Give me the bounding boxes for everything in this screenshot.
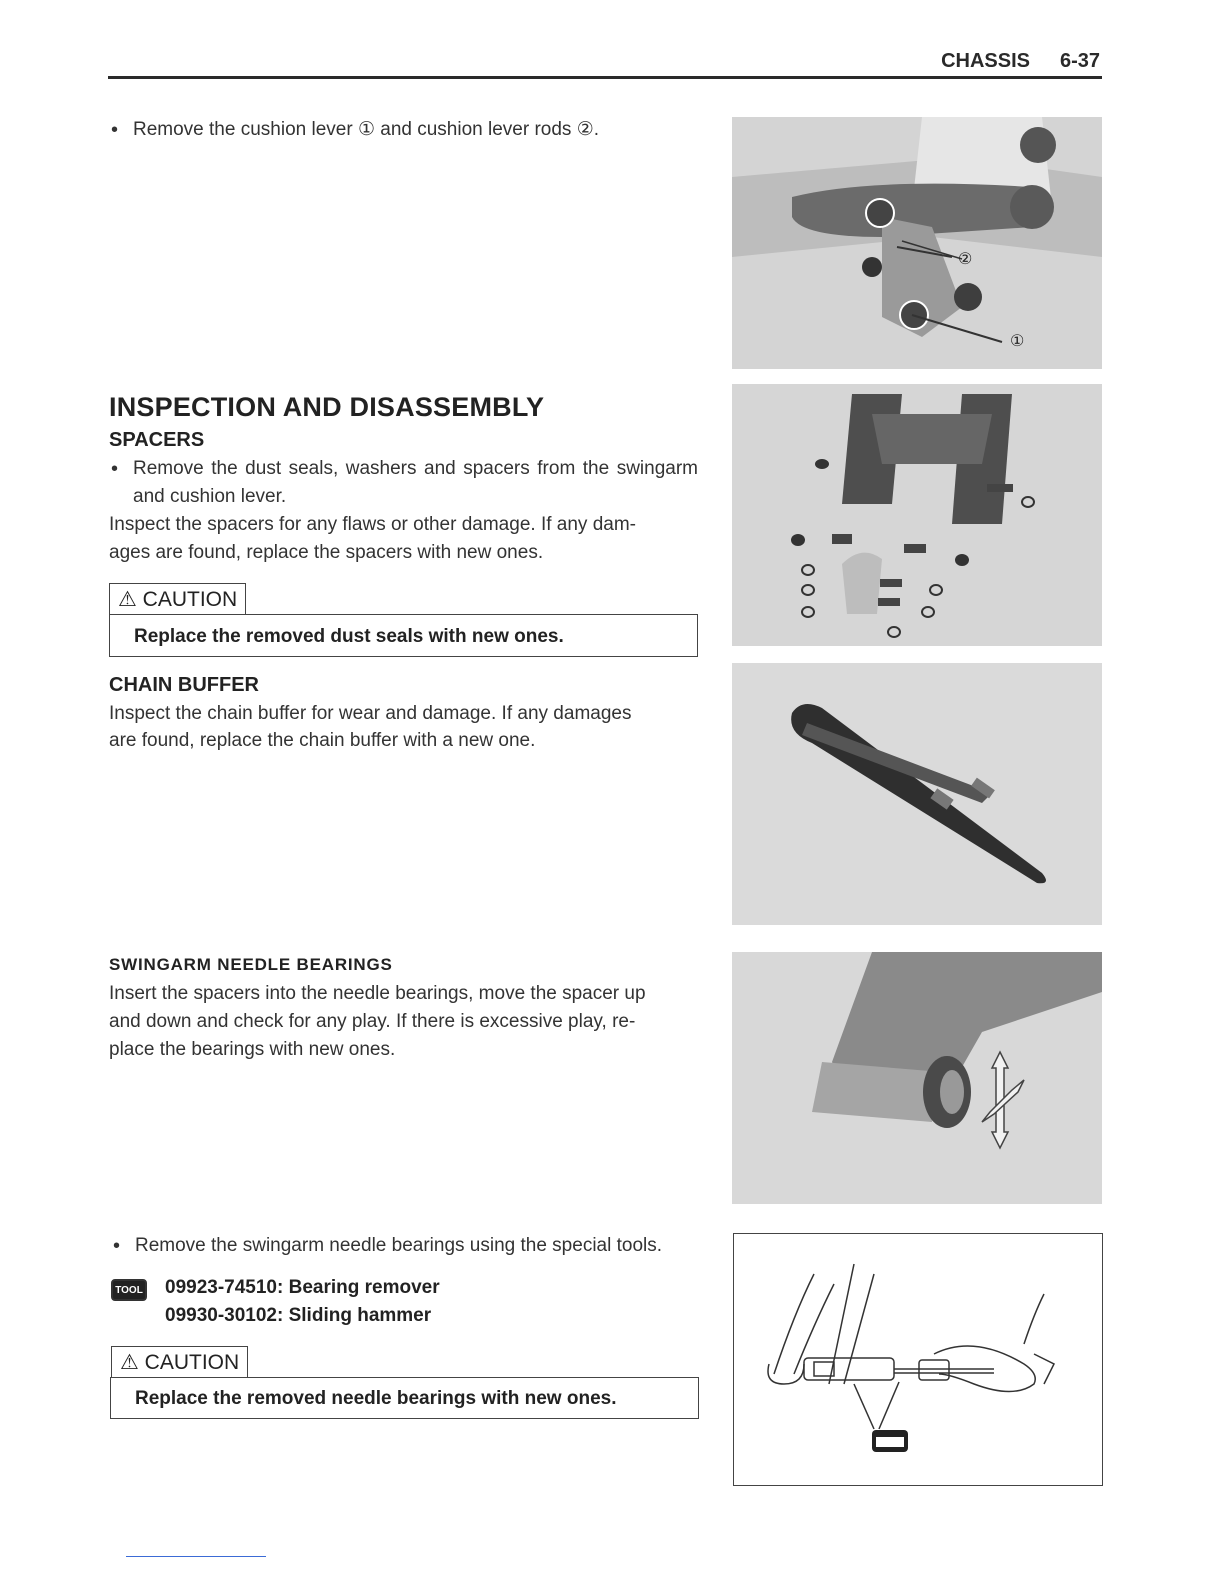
diagram-bearing-removal	[733, 1233, 1103, 1486]
chain-buffer-heading: CHAIN BUFFER	[109, 674, 259, 696]
photo-spacers	[732, 384, 1102, 646]
photo-chain-buffer	[732, 663, 1102, 925]
header-rule	[108, 76, 1102, 79]
caution-tag-spacers	[109, 583, 246, 614]
step-remove-cushion-lever: • Remove the cushion lever ① and cushion lever rods ②.	[133, 116, 693, 144]
section-title: INSPECTION AND DISASSEMBLY	[109, 392, 545, 422]
caution-label: CAUTION	[142, 588, 238, 611]
needle-bearings-line-2: and down and check for any play. If there is excessive play, re-	[109, 1011, 636, 1032]
callout-1: ①	[1010, 333, 1025, 350]
caution-label: CAUTION	[144, 1351, 240, 1374]
caution-box-needle	[110, 1377, 699, 1419]
warning-triangle-icon: ⚠	[120, 1351, 139, 1374]
chain-buffer-line-1: Inspect the chain buffer for wear and damage. If any damages	[109, 703, 632, 724]
spacers-inspect-line-1: Inspect the spacers for any flaws or other damage. If any dam-	[109, 514, 636, 535]
caution-box-spacers	[109, 614, 698, 657]
needle-bearings-line-3: place the bearings with new ones.	[109, 1039, 396, 1060]
warning-triangle-icon: ⚠	[118, 588, 137, 611]
needle-bearings-line-1: Insert the spacers into the needle bearings, move the spacer up	[109, 983, 646, 1004]
tool-bearing-remover: 09923-74510: Bearing remover	[165, 1277, 440, 1298]
needle-bearings-heading: SWINGARM NEEDLE BEARINGS	[109, 955, 393, 974]
spacers-bullet: • Remove the dust seals, washers and spacers from the swingarm and cushion lever.	[133, 455, 698, 511]
cushion-lever-illustration	[732, 117, 1102, 369]
tool-sliding-hammer: 09930-30102: Sliding hammer	[165, 1305, 432, 1326]
page-header	[941, 50, 1100, 73]
callout-2: ②	[958, 251, 973, 268]
header-section-title: CHASSIS	[941, 50, 1030, 72]
needle-bearing-illustration	[732, 952, 1102, 1204]
chain-buffer-line-2: are found, replace the chain buffer with a new one.	[109, 730, 536, 751]
spacers-illustration	[732, 384, 1102, 646]
caution-tag-needle	[111, 1346, 248, 1377]
spacers-heading: SPACERS	[109, 429, 205, 451]
caution-text: Replace the removed needle bearings with new ones.	[135, 1388, 617, 1409]
tool-icon	[111, 1279, 147, 1301]
caution-text: Replace the removed dust seals with new ones.	[134, 626, 564, 647]
footer-rule	[126, 1556, 266, 1557]
bearing-removal-illustration	[734, 1234, 1102, 1485]
spacers-inspect-line-2: ages are found, replace the spacers with new ones.	[109, 542, 544, 563]
tool-badge-label: TOOL	[111, 1279, 147, 1301]
photo-cushion-lever	[732, 117, 1102, 369]
chain-buffer-illustration	[732, 663, 1102, 925]
step-remove-needle-bearings: • Remove the swingarm needle bearings using the special tools.	[135, 1232, 700, 1260]
header-page-number: 6-37	[1059, 50, 1100, 72]
photo-needle-bearing	[732, 952, 1102, 1204]
